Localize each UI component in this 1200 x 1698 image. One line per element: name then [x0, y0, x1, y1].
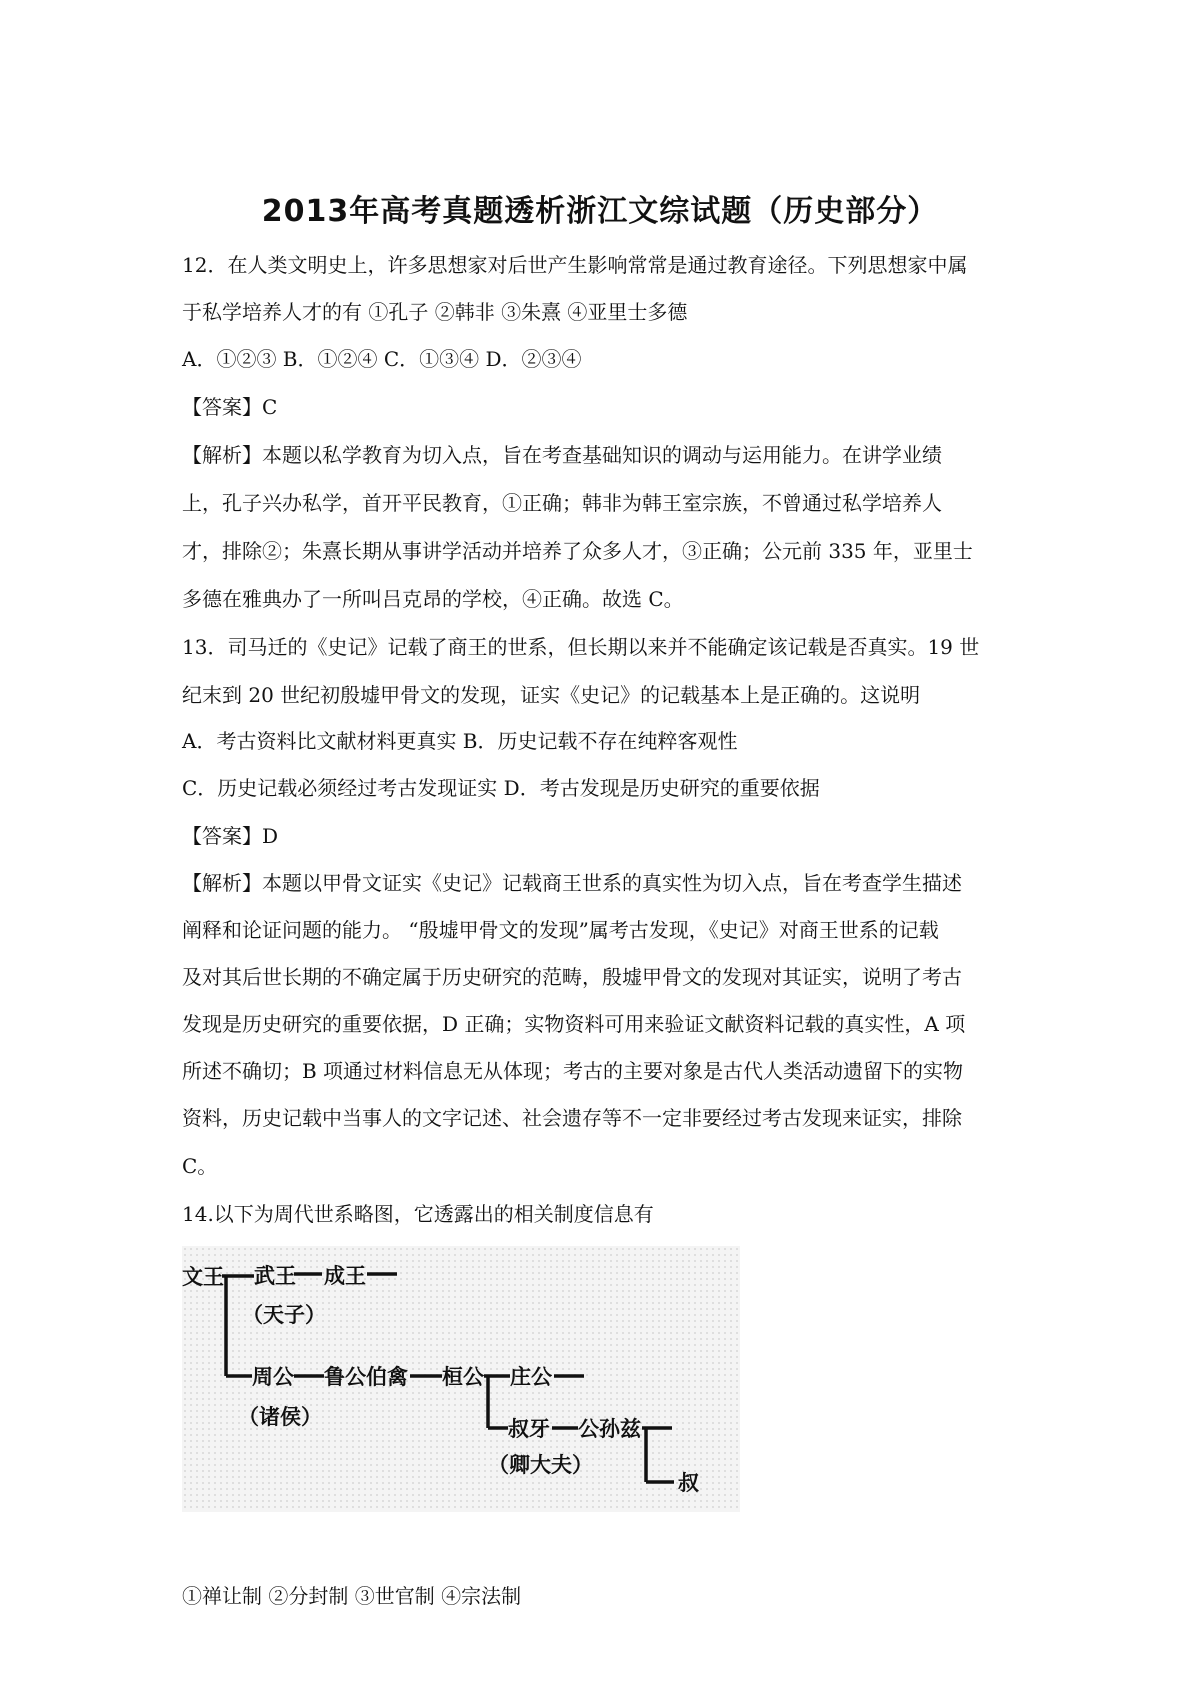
node-shu: 叔 [678, 1471, 699, 1495]
text-line: 上，孔子兴办私学，首开平民教育，①正确；韩非为韩王室宗族，不曾通过私学培养人 [182, 491, 942, 515]
text-line: 才，排除②；朱熹长期从事讲学活动并培养了众多人才，③正确；公元前 335 年，亚里士 [182, 539, 973, 563]
node-shuya: 叔牙 [508, 1417, 550, 1441]
label-tianzi: （天子） [242, 1303, 326, 1327]
text-line: 发现是历史研究的重要依据，D 正确；实物资料可用来验证文献资料记载的真实性，A 项 [182, 1012, 966, 1036]
node-zhougong: 周公 [252, 1365, 294, 1389]
zhou-genealogy-diagram [182, 1246, 740, 1512]
text-line: 13．司马迁的《史记》记载了商王的世系，但长期以来并不能确定该记载是否真实。19 世 [182, 635, 980, 659]
text-line: 【解析】本题以私学教育为切入点，旨在考查基础知识的调动与运用能力。在讲学业绩 [182, 443, 942, 467]
q14-options-line: ①禅让制 ②分封制 ③世官制 ④宗法制 [182, 1584, 522, 1608]
node-chengwang: 成王 [324, 1264, 366, 1288]
text-line: 多德在雅典办了一所叫吕克昂的学校，④正确。故选 C。 [182, 587, 684, 611]
text-line: 资料，历史记载中当事人的文字记述、社会遗存等不一定非要经过考古发现来证实，排除 [182, 1106, 962, 1130]
node-zhuanggong: 庄公 [510, 1365, 552, 1389]
label-qingdafu: （卿大夫） [488, 1453, 593, 1477]
text-line: C。 [182, 1154, 218, 1178]
text-line: 纪末到 20 世纪初殷墟甲骨文的发现，证实《史记》的记载基本上是正确的。这说明 [182, 683, 921, 707]
node-wuwang: 武王 [254, 1264, 296, 1288]
text-line: 14.以下为周代世系略图，它透露出的相关制度信息有 [182, 1202, 654, 1226]
node-huangong: 桓公 [442, 1365, 484, 1389]
node-lugong-boqin: 鲁公伯禽 [324, 1365, 408, 1389]
text-line: 【解析】本题以甲骨文证实《史记》记载商王世系的真实性为切入点，旨在考查学生描述 [182, 871, 962, 895]
text-line: C．历史记载必须经过考古发现证实 D．考古发现是历史研究的重要依据 [182, 776, 820, 800]
label-zhuhou: （诸侯） [238, 1405, 322, 1429]
text-line: 【答案】C [182, 395, 278, 419]
node-gongsunzi: 公孙兹 [578, 1417, 641, 1441]
text-line: 【答案】D [182, 824, 279, 848]
text-line: A．①②③ B．①②④ C．①③④ D．②③④ [182, 347, 582, 371]
node-wenwang: 文王 [182, 1265, 224, 1289]
text-line: 所述不确切；B 项通过材料信息无从体现；考古的主要对象是古代人类活动遗留下的实物 [182, 1059, 964, 1083]
text-line: 于私学培养人才的有 ①孔子 ②韩非 ③朱熹 ④亚里士多德 [182, 300, 688, 324]
text-line: 阐释和论证问题的能力。 “殷墟甲骨文的发现”属考古发现，《史记》对商王世系的记载 [182, 918, 939, 942]
text-line: 12．在人类文明史上，许多思想家对后世产生影响常常是通过教育途径。下列思想家中属 [182, 253, 968, 277]
page-title: 2013年高考真题透析浙江文综试题（历史部分） [261, 194, 939, 229]
text-line: A．考古资料比文献材料更真实 B．历史记载不存在纯粹客观性 [182, 729, 738, 753]
text-line: 及对其后世长期的不确定属于历史研究的范畴，殷墟甲骨文的发现对其证实，说明了考古 [182, 965, 962, 989]
